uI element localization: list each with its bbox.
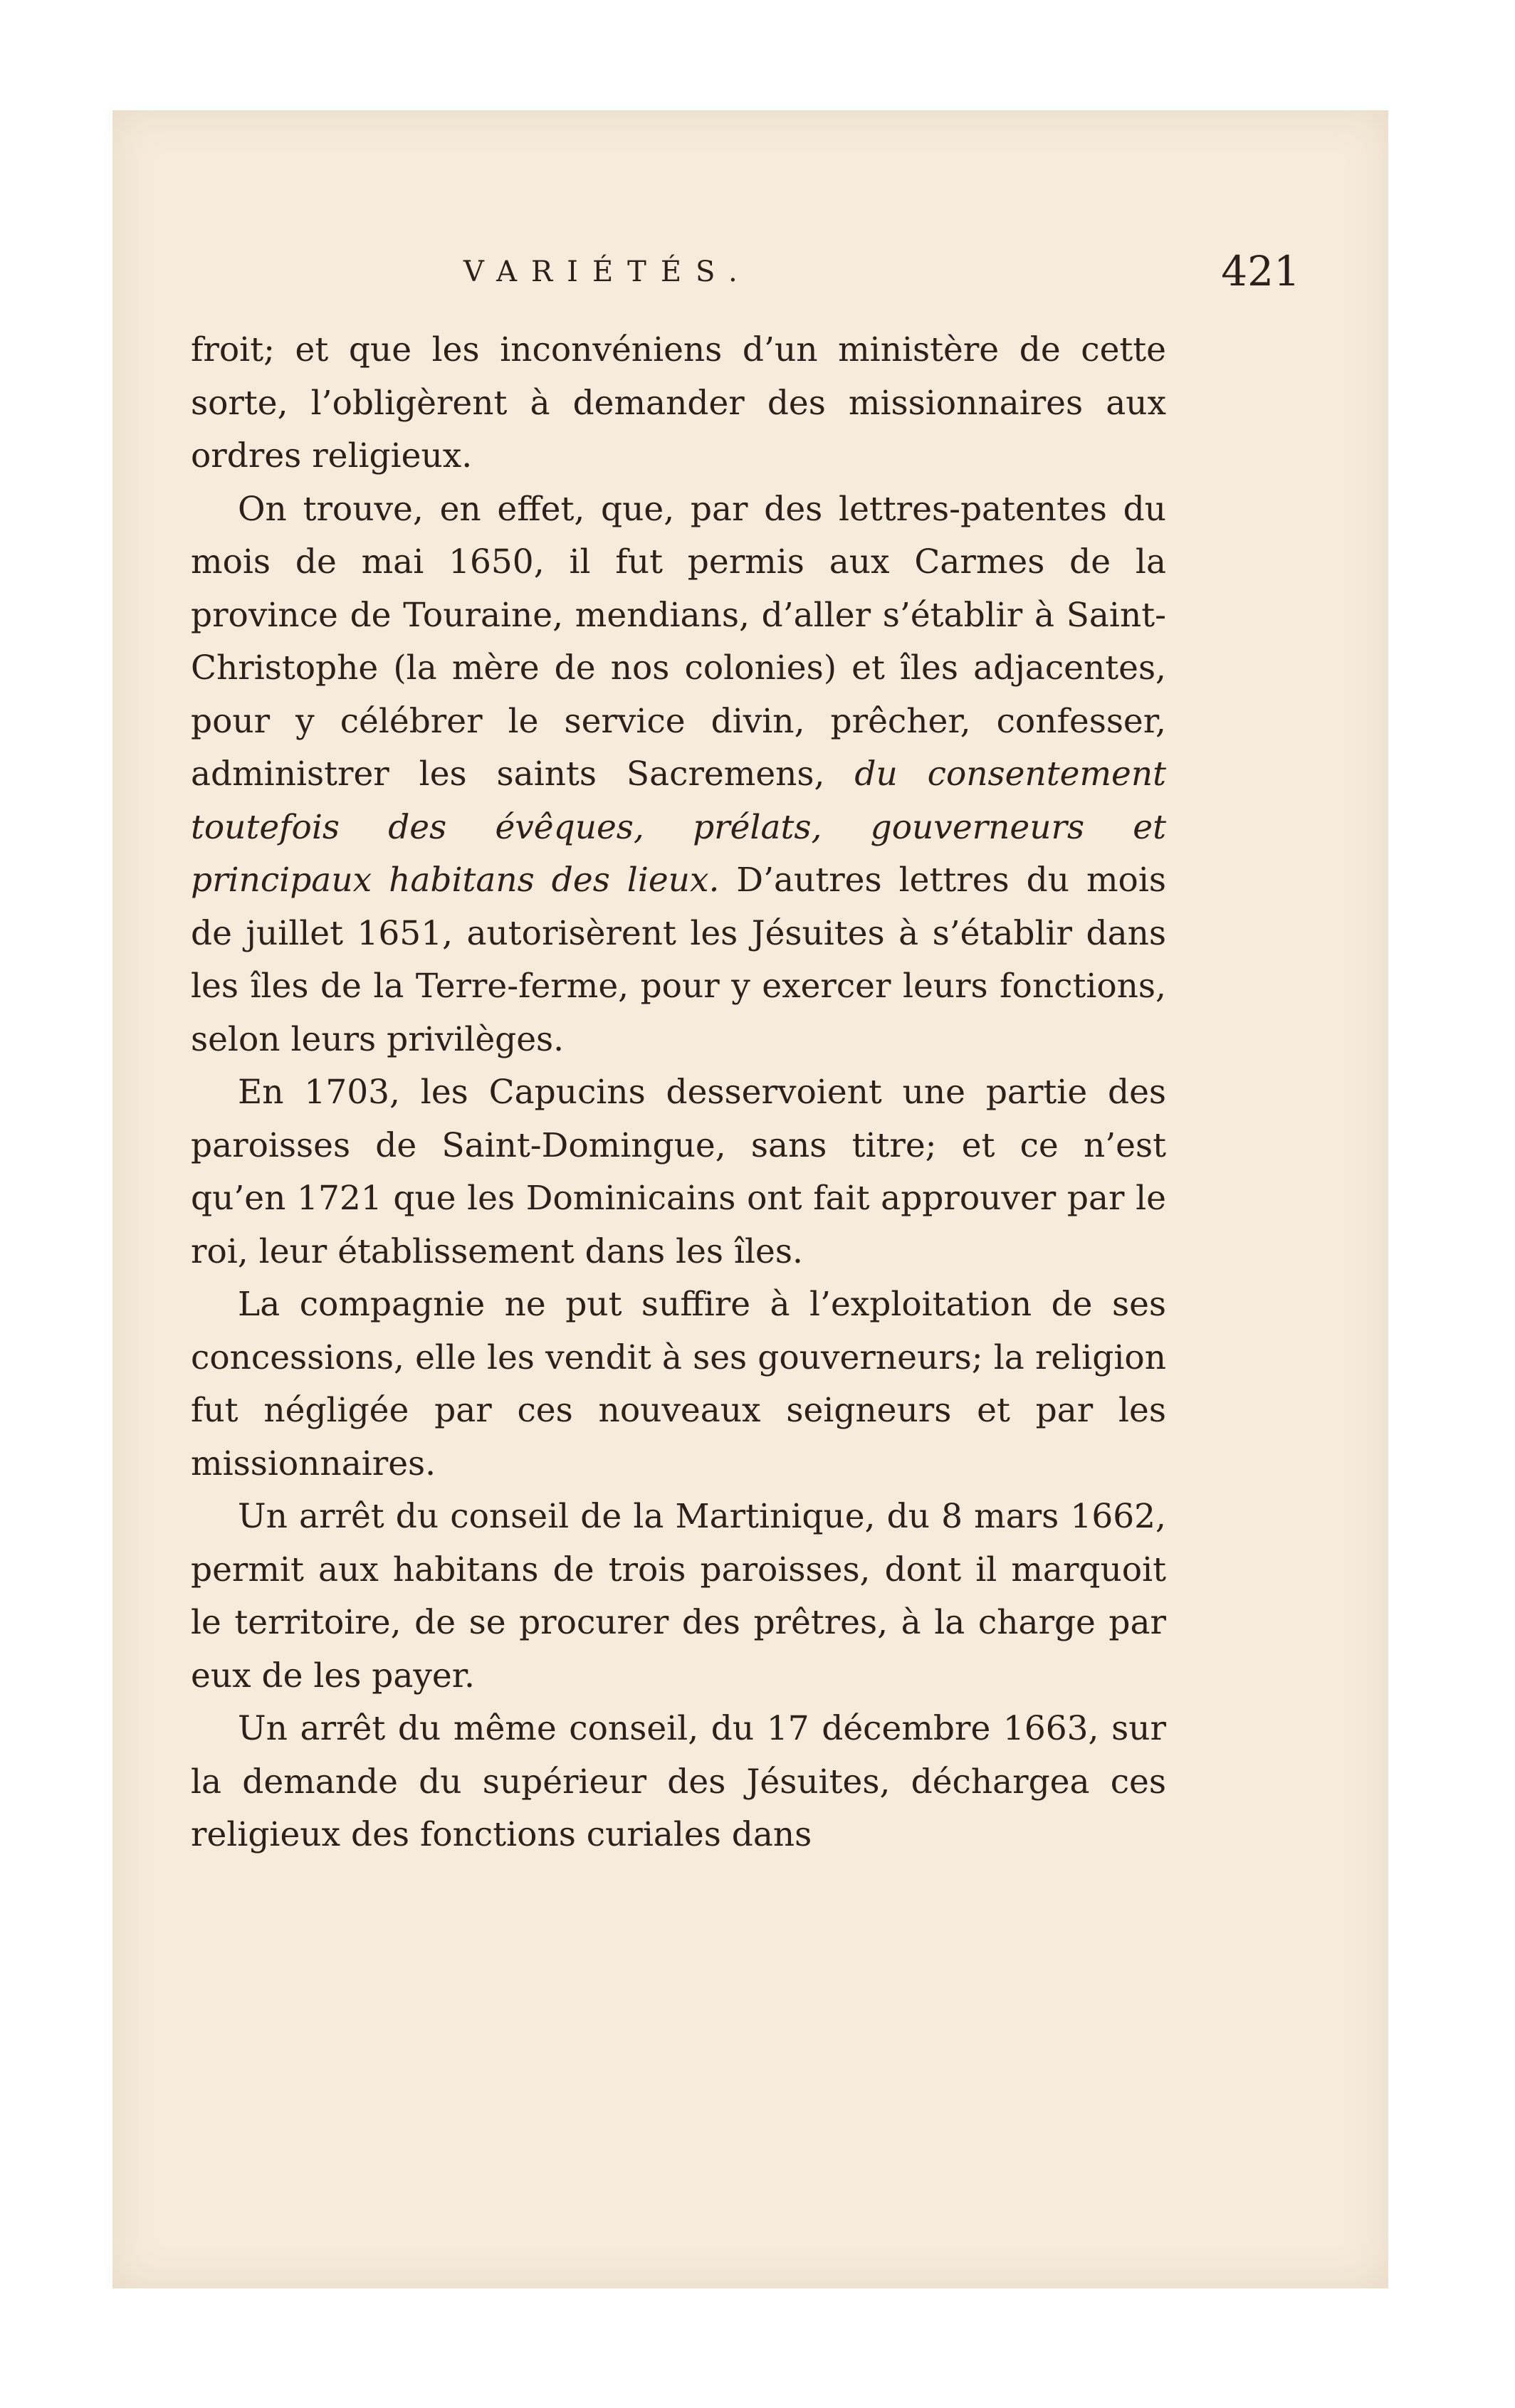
- page-header: [112, 247, 1388, 304]
- paragraph-2-start: On trouve, en effet, que, par des lettres-patentes du mois de mai 1650, il fut permis aux Carmes de la province de Touraine, mendians, d’aller s’établir à Saint-Christophe (la mère de nos colonies) et îles adjacentes, pour y célébrer le service divin, prêcher, confesser, administrer les saints Sacremens,: [191, 489, 1166, 794]
- paragraph-2: [191, 483, 1166, 1067]
- paragraph-2-end: D’autres lettres du mois de juillet 1651, autorisèrent les Jésuites à s’établir dans les îles de la Terre-ferme, pour y exercer leurs fonctions, selon leurs privilèges.: [191, 861, 1166, 1059]
- paragraph-2-italic: du consentement toutefois des évêques, prélats, gouverneurs et principaux habitans des lieux.: [191, 755, 1166, 900]
- running-head: VARIÉTÉS.: [463, 256, 752, 288]
- book-page: [112, 110, 1388, 2288]
- paragraph-1: froit; et que les inconvéniens d’un ministère de cette sorte, l’obligèrent à demander des missionnaires aux ordres religieux.: [191, 330, 1166, 475]
- paragraph-4: La compagnie ne put suffire à l’exploitation de ses concessions, elle les vendit à ses gouverneurs; la religion fut négligée par ces nouveaux seigneurs et par les missionnaires.: [191, 1285, 1166, 1483]
- paragraph-5: Un arrêt du conseil de la Martinique, du 8 mars 1662, permit aux habitans de trois paroisses, dont il marquoit le territoire, de se procurer des prêtres, à la charge par eux de les payer.: [191, 1497, 1166, 1695]
- paragraph-3: En 1703, les Capucins desservoient une partie des paroisses de Saint-Domingue, sans titre; et ce n’est qu’en 1721 que les Dominicains ont fait approuver par le roi, leur établissement dans les îles.: [191, 1073, 1166, 1271]
- body-text: [191, 324, 1166, 1862]
- page-number: 421: [1221, 247, 1300, 295]
- paragraph-6: Un arrêt du même conseil, du 17 décembre 1663, sur la demande du supérieur des Jésuites, déchargea ces religieux des fonctions curiales dans: [191, 1709, 1166, 1854]
